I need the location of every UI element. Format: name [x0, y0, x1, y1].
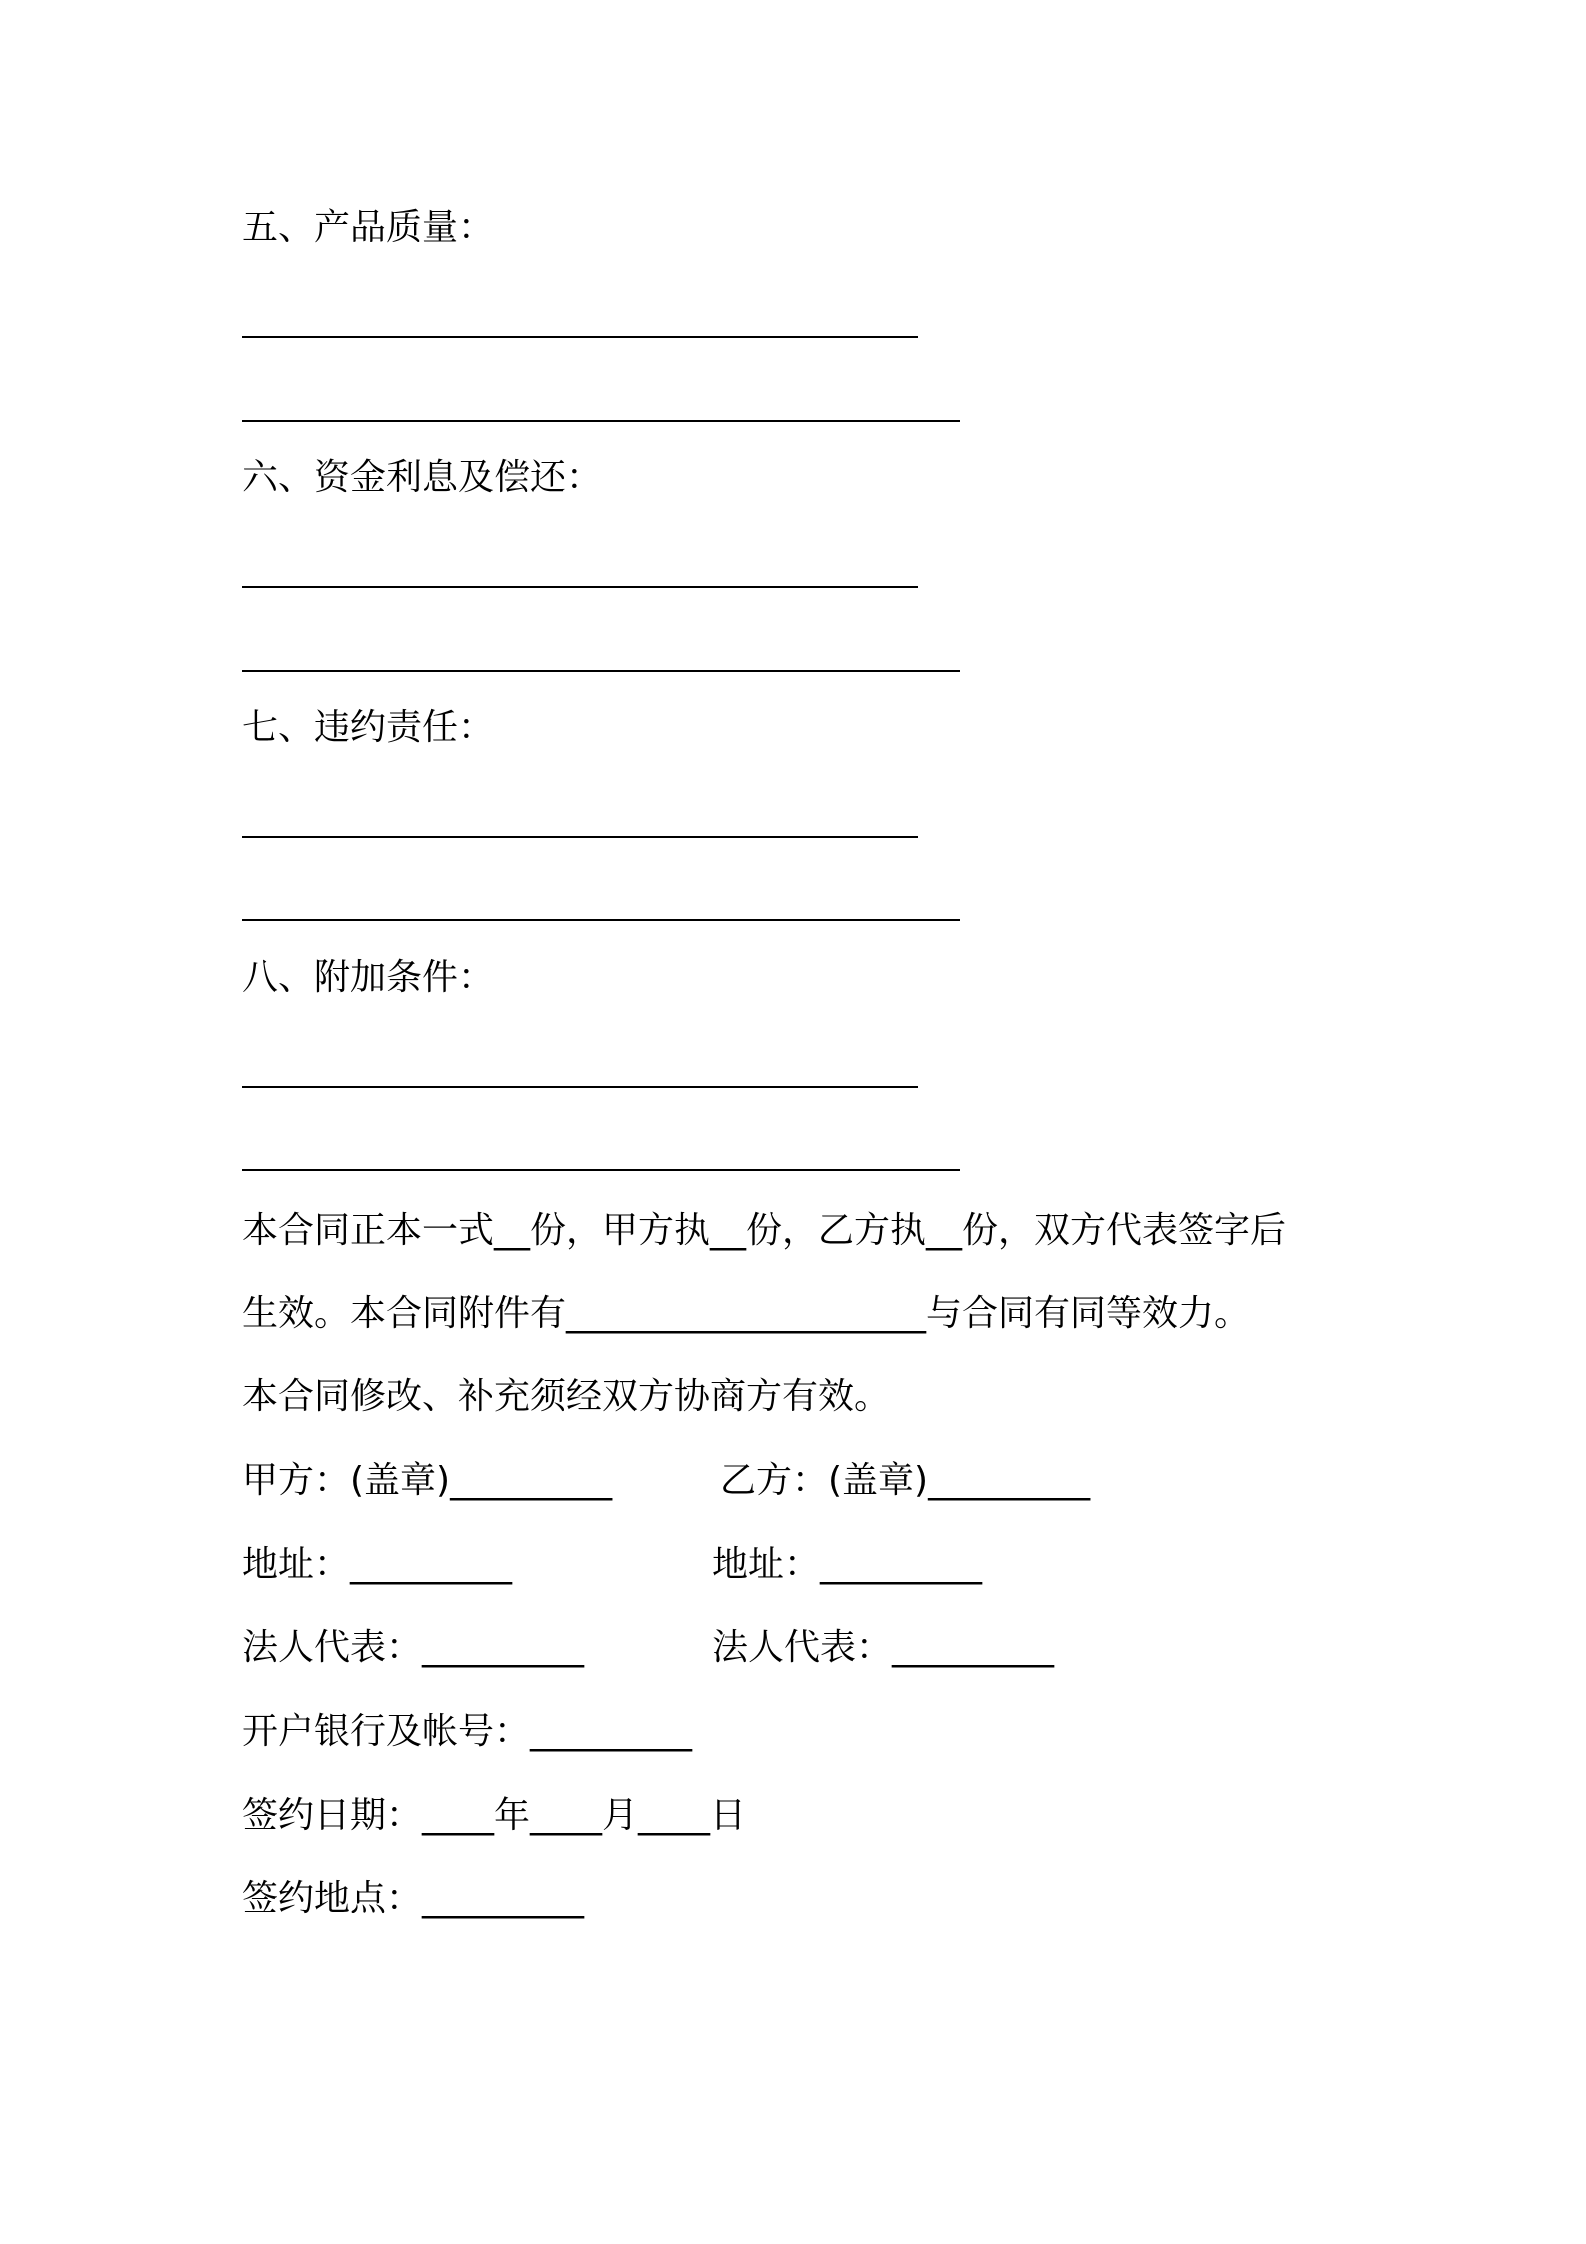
- sign-place: 签约地点：_________: [242, 1878, 585, 1919]
- section-5-title: 五、产品质量：: [242, 207, 495, 248]
- party-b-legal-rep: 法人代表：_________: [712, 1627, 1055, 1668]
- section-5-blank-line-2: [242, 420, 960, 422]
- section-8-title: 八、附加条件：: [242, 957, 495, 998]
- section-7-title: 七、违约责任：: [242, 707, 495, 748]
- section-5-blank-line-1: [242, 336, 918, 338]
- party-b-seal: 乙方：(盖章)_________: [720, 1460, 1091, 1501]
- party-a-address: 地址：_________: [242, 1544, 513, 1585]
- bank-account: 开户银行及帐号：_________: [242, 1711, 693, 1752]
- section-7-blank-line-2: [242, 919, 960, 921]
- party-a-legal-rep: 法人代表：_________: [242, 1627, 585, 1668]
- section-8-blank-line-2: [242, 1169, 960, 1171]
- section-6-title: 六、资金利息及偿还：: [242, 457, 603, 498]
- party-a-seal: 甲方：(盖章)_________: [242, 1460, 613, 1501]
- attachment-clause: 生效。本合同附件有____________________与合同有同等效力。: [242, 1293, 1251, 1334]
- section-6-blank-line-1: [242, 586, 918, 588]
- sign-date: 签约日期：____年____月____日: [242, 1795, 747, 1836]
- section-7-blank-line-1: [242, 836, 918, 838]
- party-b-address: 地址：_________: [712, 1544, 983, 1585]
- amendment-clause: 本合同修改、补充须经双方协商方有效。: [242, 1376, 891, 1417]
- copies-clause: 本合同正本一式__份，甲方执__份，乙方执__份，双方代表签字后: [242, 1210, 1287, 1251]
- section-6-blank-line-2: [242, 670, 960, 672]
- section-8-blank-line-1: [242, 1086, 918, 1088]
